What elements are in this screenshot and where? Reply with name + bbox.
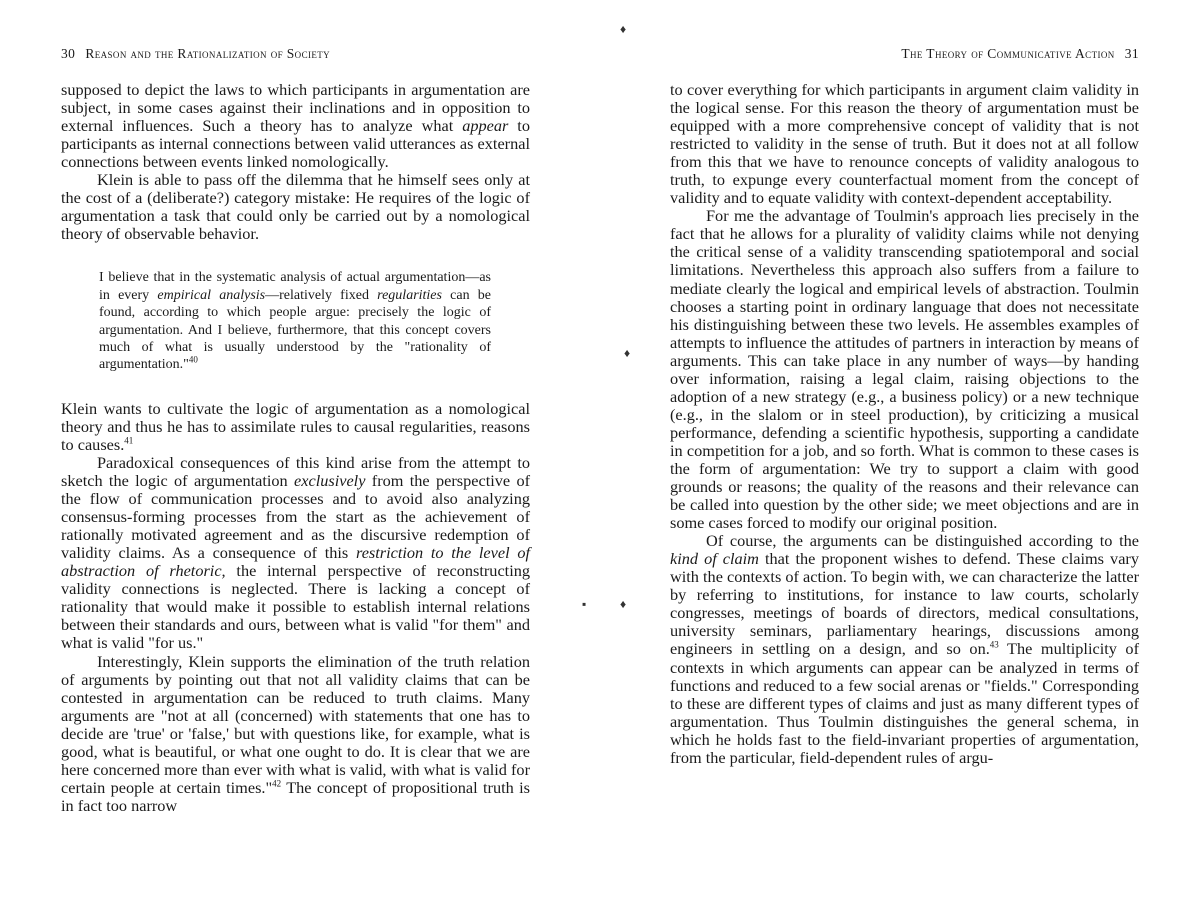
gutter-mark: ♦: [620, 597, 627, 611]
left-page-number: 30: [61, 46, 76, 61]
paragraph: Of course, the arguments can be distinguished according to the kind of claim that the proponent wishes to defend. These claims vary with the contexts of action. To begin with, we can characterize the latter by referring to institutions, for instance to law courts, scholarly congresses, meetings of boards of directors, medical consultations, university seminars, parliamentary hearings, discussions among engineers in settling on a design, and so on.$^{43}$ The multiplicity of contexts in which arguments can appear can be analyzed in terms of functions and reduced to a few social arenas or "fields." Corresponding to these are different types of claims and just as many different types of argumentation. Thus Toulmin distinguishes the general schema, in which he holds fast to the field-invariant properties of argumentation, from the particular, field-dependent rules of argu-: [670, 531, 1139, 767]
paragraph: For me the advantage of Toulmin's approach lies precisely in the fact that he allows for a plurality of validity claims while not denying the critical sense of a validity transcending spatiotemporal and social limitations. Nevertheless this approach also suffers from a failure to mediate clearly the logical and empirical levels of abstraction. Toulmin chooses a starting point in ordinary language that does not necessitate his distinguishing between these two levels. He assembles examples of attempts to influence the attitudes of partners in interaction by means of arguments. This can take place in any number of ways—by handing over information, raising a legal claim, raising objections to the adoption of a new strategy (e.g., a business policy) or a new technique (e.g., in the slalom or in steel production), by criticizing a musical performance, defending a scientific hypothesis, supporting a candidate in competition for a job, and so forth. What is common to these cases is the form of argumentation: We try to support a claim with good grounds or reasons; the quality of the reasons and their relevance can be called into question by the other side; we meet objections and are in some cases forced to modify our original position.: [670, 206, 1139, 533]
footnote-ref: 43: [989, 640, 999, 651]
paragraph: Interestingly, Klein supports the elimination of the truth relation of arguments by pointing out that not all validity claims that can be contested in argumentation can be reduced to truth claims. Many arguments are "not at all (concerned) with statements that one has to decide are 'true' or 'false,' but with questions like, for example, what is good, what is beautiful, or what one ought to do. It is clear that we are here concerned more than ever with what is valid, with what is valid for certain people at certain times."$^{42}$ The concept of propositional truth is in fact too narrow: [61, 651, 530, 815]
left-running-head: [61, 46, 330, 62]
paragraph: supposed to depict the laws to which participants in argumentation are subject, in some cases against their inclinations and in opposition to external influences. Such a theory has to analyze what appear to participants as internal connections between valid utterances as external connections between events linked nomologically.: [61, 80, 530, 172]
right-page-body: [670, 81, 1139, 767]
gutter-mark: ♦: [620, 22, 627, 36]
paragraph: Klein wants to cultivate the logic of argumentation as a nomological theory and thus he has to assimilate rules to causal regularities, reasons to causes.$^{41}$: [61, 398, 530, 454]
block-quote: I believe that in the systematic analysis of actual argumentation—as in every empirical analysis—relatively fixed regularities can be found, according to which people argue: precisely the logic of argumentation. And I believe, furthermore, that this concept covers much of what is usually understood by the "rationality of argumentation."$^{40}$: [99, 270, 491, 373]
paragraph: to cover everything for which participants in argument claim validity in the logical sense. For this reason the theory of argumentation must be equipped with a more comprehensive concept of validity that is not restricted to validity in the sense of truth. But it does not at all follow from this that we have to renounce concepts of validity analogous to truth, to expunge every counterfactual moment from the concept of validity and to equate validity with context-dependent acceptability.: [670, 80, 1139, 208]
gutter-mark: ▪: [582, 597, 587, 611]
footnote-ref: 41: [124, 435, 134, 446]
left-running-title: Reason and the Rationalization of Society: [85, 46, 331, 61]
right-running-title: The Theory of Communicative Action: [901, 46, 1115, 61]
footnote-ref: 42: [272, 778, 282, 789]
right-running-head: [901, 46, 1139, 62]
footnote-ref: 40: [188, 354, 198, 365]
left-page-body: [61, 81, 530, 815]
paragraph: Klein is able to pass off the dilemma that he himself sees only at the cost of a (deliberate?) category mistake: He requires of the logic of argumentation a task that could only be carried out by a nomological theory of observable behavior.: [61, 170, 530, 244]
right-page-number: 31: [1124, 46, 1139, 61]
paragraph: Paradoxical consequences of this kind arise from the attempt to sketch the logic of argumentation exclusively from the perspective of the flow of communication processes and to avoid also analyzing consensus-forming processes from the start as the achievement of rationally motivated agreement and as the discursive redemption of validity claims. As a consequence of this restriction to the level of abstraction of rhetoric, the internal perspective of reconstructing validity connections is neglected. There is lacking a concept of rationality that would make it possible to establish internal relations between their standards and ours, between what is valid "for them" and what is valid "for us.": [61, 453, 531, 653]
gutter-mark: ♦: [624, 346, 631, 360]
